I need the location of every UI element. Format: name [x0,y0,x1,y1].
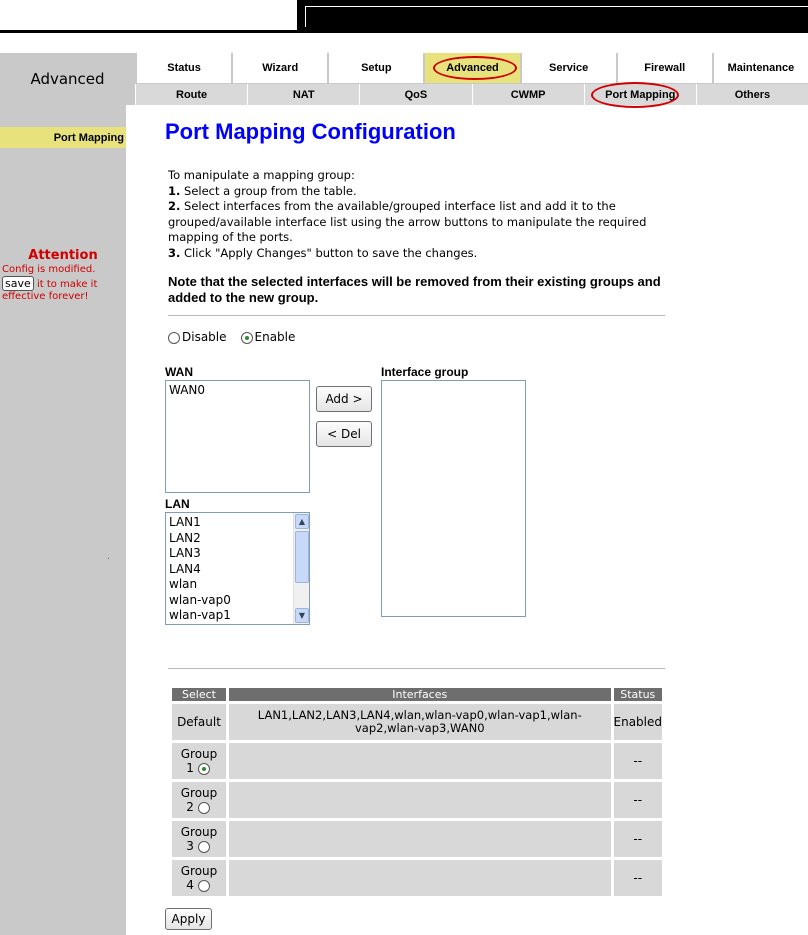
table-row [172,743,662,779]
secondary-tabs [135,84,808,105]
lan-scrollbar[interactable] [293,513,309,624]
add-button[interactable]: Add > [316,386,372,412]
group-status: -- [614,821,663,857]
group-status: -- [614,782,663,818]
list-item[interactable]: LAN2 [169,530,201,545]
wan-label: WAN [165,365,193,379]
instructions [168,168,663,261]
group-select-cell: Group 1 [172,743,226,779]
scroll-thumb[interactable] [295,531,309,583]
disable-option[interactable]: Disable [168,330,227,344]
banner-line [0,30,297,33]
group-select-cell: Group 4 [172,860,226,896]
table-header-row [172,688,662,701]
interface-group-label: Interface group [381,365,469,379]
instruction-step: 2. Select interfaces from the available/grouped interface list and add it to the grouped/available interface list using the arrow buttons to manipulate the required mapping of the ports. [168,199,647,244]
list-item[interactable]: wlan-vap1 [169,608,231,622]
table-row [172,782,662,818]
table-row [172,860,662,896]
tab-advanced[interactable] [423,53,519,83]
subtab-route[interactable]: Route [135,84,247,105]
group-select-cell: Group 3 [172,821,226,857]
group-interfaces [229,821,611,857]
group-status: -- [614,860,663,896]
default-interfaces: LAN1,LAN2,LAN3,LAN4,wlan,wlan-vap0,wlan-vap1,wlan-vap2,wlan-vap3,WAN0 [229,704,611,740]
instruction-step: 1. Select a group from the table. [168,183,357,198]
interface-group-listbox[interactable] [381,380,526,617]
sidebar [0,105,126,935]
list-item[interactable]: WAN0 [169,383,206,397]
group-interfaces [229,782,611,818]
instruction-step: 3. Click "Apply Changes" button to save the changes. [168,245,478,260]
attention-post-text: it to make it effective forever! [2,279,98,302]
subtab-cwmp[interactable]: CWMP [472,84,584,105]
group-radio[interactable] [198,763,210,775]
main-navigation [0,53,808,105]
subtab-qos[interactable]: QoS [359,84,471,105]
scroll-up-icon[interactable]: ▲ [295,514,309,529]
tab-setup[interactable]: Setup [327,53,423,83]
apply-button[interactable]: Apply [165,908,212,930]
attention-pre-text: Config is modified. [2,264,96,275]
list-item[interactable]: wlan [169,577,198,591]
enable-option[interactable]: Enable [241,330,296,344]
attention-title: Attention [28,248,98,263]
instructions-intro: To manipulate a mapping group: [168,168,355,182]
subtab-port-mapping-label: Port Mapping [605,88,676,101]
group-interfaces [229,860,611,896]
tab-service[interactable]: Service [520,53,616,83]
tab-wizard[interactable]: Wizard [231,53,327,83]
lan-listbox[interactable] [165,512,310,625]
divider [168,668,665,669]
group-table [169,685,665,899]
divider [168,315,665,316]
header-select: Select [172,688,226,701]
mapping-mode-radios [168,330,295,344]
group-radio[interactable] [198,880,210,892]
group-radio[interactable] [198,802,210,814]
section-title: Advanced [30,70,105,88]
tab-status[interactable]: Status [135,53,231,83]
group-radio[interactable] [198,841,210,853]
del-button[interactable]: < Del [316,421,372,447]
attention-box [0,248,126,303]
enable-radio[interactable] [241,332,253,344]
banner-inner-box [305,6,808,27]
header-status: Status [614,688,663,701]
save-button[interactable]: save [2,276,34,291]
header-interfaces: Interfaces [229,688,611,701]
default-status: Enabled [614,704,663,740]
disable-radio[interactable] [168,332,180,344]
attention-message [0,264,126,303]
subtab-others[interactable]: Others [696,84,808,105]
page-title: Port Mapping Configuration [165,119,456,144]
group-select-cell: Group 2 [172,782,226,818]
sidebar-dot: . [107,552,110,562]
list-item[interactable]: LAN1 [169,515,201,529]
subtab-nat[interactable]: NAT [247,84,359,105]
scroll-down-icon[interactable]: ▼ [295,608,309,623]
subtab-port-mapping[interactable] [584,84,696,105]
list-item[interactable]: LAN3 [169,546,201,560]
primary-tabs [135,53,808,83]
table-row [172,704,662,740]
list-item[interactable]: LAN4 [169,561,201,576]
default-label: Default [172,704,226,740]
lan-label: LAN [165,497,190,511]
list-item[interactable]: wlan-vap0 [169,592,231,607]
table-row [172,821,662,857]
tab-firewall[interactable]: Firewall [616,53,712,83]
top-banner [0,0,808,44]
wan-listbox[interactable] [165,380,310,493]
note-text: Note that the selected interfaces will be removed from their existing groups and added to the new group. [168,274,661,305]
tab-advanced-label: Advanced [446,62,499,74]
sidebar-item-port-mapping[interactable]: Port Mapping [0,127,126,148]
group-status: -- [614,743,663,779]
group-interfaces [229,743,611,779]
tab-maintenance[interactable]: Maintenance [712,53,808,83]
